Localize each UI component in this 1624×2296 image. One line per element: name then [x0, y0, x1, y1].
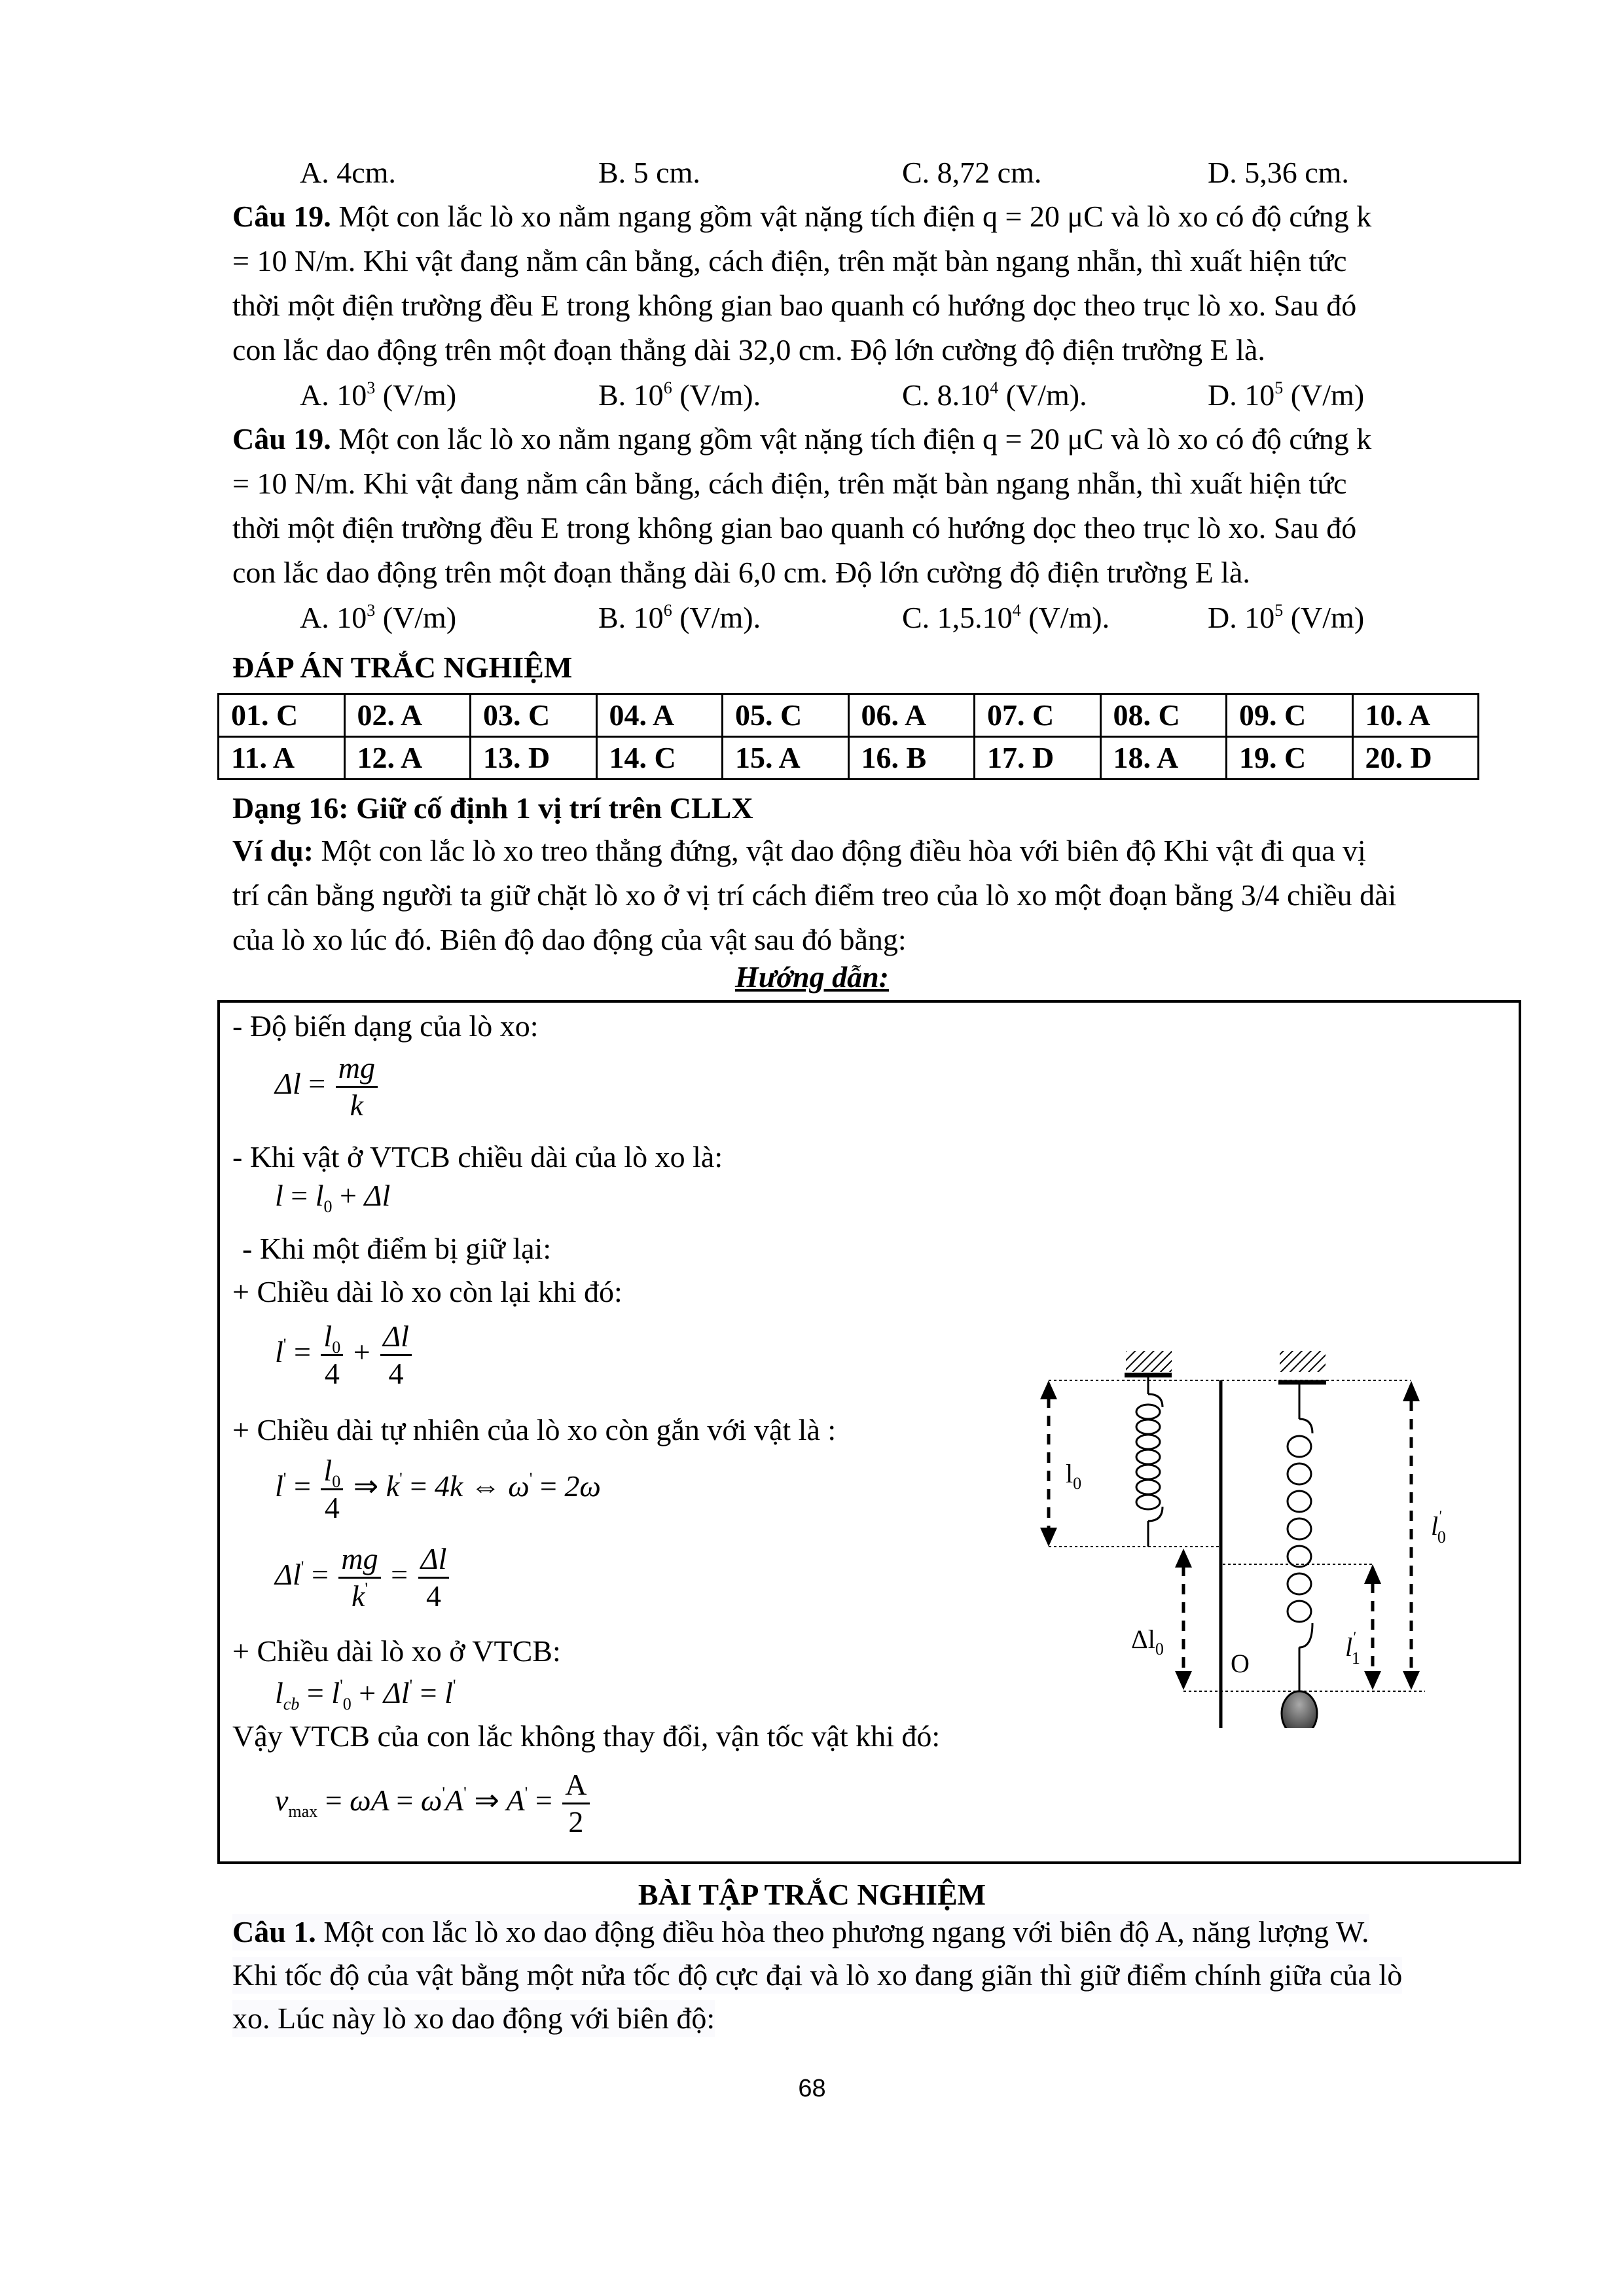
label-origin-O: O: [1231, 1649, 1250, 1678]
ceiling-support-left: [1126, 1351, 1172, 1372]
answer-key-title: ĐÁP ÁN TRẮC NGHIỆM: [232, 651, 573, 684]
answer-cell: 11. A: [219, 737, 345, 780]
solution-text-3: - Khi một điểm bị giữ lại:: [242, 1232, 552, 1265]
dimension-arrow-delta-l0: [1175, 1549, 1192, 1690]
question-19a-line-2: = 10 N/m. Khi vật đang nằm cân bằng, cách điện, trên mặt bàn ngang nhẵn, thì xuất hiện tức: [232, 244, 1347, 278]
question-19b-line-1: Câu 19. Một con lắc lò xo nằm ngang gồm vật nặng tích điện q = 20 μC và lò xo có độ cứng k: [232, 422, 1372, 456]
answer-cell: 06. A: [848, 694, 975, 737]
question-19b-line-4: con lắc dao động trên một đoạn thẳng dài 6,0 cm. Độ lớn cường độ điện trường E là.: [232, 556, 1250, 589]
example-line-1: Ví dụ: Một con lắc lò xo treo thẳng đứng, vật dao động điều hòa với biên độ Khi vật đi qua vị: [232, 834, 1366, 867]
answer-cell: 12. A: [344, 737, 471, 780]
answer-cell: 20. D: [1352, 737, 1479, 780]
example-line-2: trí cân bằng người ta giữ chặt lò xo ở vị trí cách điểm treo của lò xo một đoạn bằng 3/4 chiều dài: [232, 878, 1397, 912]
exercises-title: BÀI TẬP TRẮC NGHIỆM: [638, 1878, 986, 1911]
equation-vmax: $v_{max} = \omega A = \omega'A'$ ⇒ A' = $\frac{A}{2}$: [275, 1767, 592, 1840]
dimension-arrow-l0-prime: [1403, 1381, 1420, 1690]
question-label: Câu 19.: [232, 200, 331, 233]
spring-diagram: [982, 1309, 1506, 1728]
answer-cell: 09. C: [1227, 694, 1353, 737]
prev-option-b: B. 5 cm.: [598, 156, 700, 189]
answer-key-table: [217, 693, 1479, 780]
answer-cell: 10. A: [1352, 694, 1479, 737]
table-row: [219, 737, 1479, 780]
spring-left: [1136, 1375, 1163, 1547]
q19b-option-a: A. $10^3$ (V/m): [300, 601, 457, 634]
answer-cell: 07. C: [975, 694, 1101, 737]
q19b-option-b: B. $10^6$ (V/m).: [598, 601, 761, 634]
exercise-q1-line-2: Khi tốc độ của vật bằng một nửa tốc độ cực đại và lò xo đang giãn thì giữ điểm chính giữa của lò: [232, 1957, 1402, 1994]
equation-l: $l = l_0 + \Delta l$: [275, 1179, 391, 1216]
equation-k-prime: l' = $\frac{l_0}{4}$ ⇒ k' = 4k ⇔ ω' = 2ω: [275, 1454, 601, 1524]
dimension-arrow-l1-prime: [1364, 1564, 1381, 1690]
equation-l-prime: l' = $\frac{l_0}{4}$ + $\frac{\Delta l}{4}$: [275, 1319, 414, 1391]
answer-cell: 19. C: [1227, 737, 1353, 780]
question-19a-line-3: thời một điện trường đều E trong không gian bao quanh có hướng dọc theo trục lò xo. Sau đó: [232, 289, 1357, 322]
answer-cell: 13. D: [471, 737, 597, 780]
answer-cell: 14. C: [596, 737, 723, 780]
q19a-option-a: A. $10^3$ (V/m): [300, 378, 457, 412]
answer-cell: 01. C: [219, 694, 345, 737]
example-label: Ví dụ:: [232, 834, 314, 867]
exercise-q1-line-1: Câu 1. Một con lắc lò xo dao động điều hòa theo phương ngang với biên độ A, năng lượng W.: [232, 1914, 1369, 1950]
solution-text-5: + Chiều dài tự nhiên của lò xo còn gắn với vật là :: [232, 1413, 837, 1446]
equation-delta-l: Δl = $\frac{mg}{k}$: [275, 1050, 380, 1123]
q19a-option-c: C. 8.10$^4$ (V/m).: [902, 378, 1087, 412]
answer-cell: 18. A: [1100, 737, 1227, 780]
solution-text-6: + Chiều dài lò xo ở VTCB:: [232, 1634, 561, 1668]
equation-lcb: $l_{cb} = l'_0 + \Delta l' = l'$: [275, 1676, 456, 1713]
prev-option-a: A. 4cm.: [300, 156, 396, 189]
label-l0-prime: l' 0: [1431, 1507, 1446, 1547]
prev-option-c: C. 8,72 cm.: [902, 156, 1042, 189]
question-19a-line-4: con lắc dao động trên một đoạn thẳng dài 32,0 cm. Độ lớn cường độ điện trường E là.: [232, 333, 1265, 367]
label-delta-l0: $\Delta l_0$: [1131, 1624, 1164, 1659]
solution-text-4: + Chiều dài lò xo còn lại khi đó:: [232, 1275, 623, 1308]
example-line-3: của lò xo lúc đó. Biên độ dao động của vật sau đó bằng:: [232, 923, 907, 956]
q19a-option-d: D. $10^5$ (V/m): [1208, 378, 1365, 412]
section-title: Dạng 16: Giữ cố định 1 vị trí trên CLLX: [232, 791, 753, 825]
spring-right: [1288, 1382, 1312, 1691]
answer-cell: 17. D: [975, 737, 1101, 780]
prev-option-d: D. 5,36 cm.: [1208, 156, 1349, 189]
exercise-q1-line-3: xo. Lúc này lò xo dao động với biên độ:: [232, 2000, 715, 2037]
dimension-arrow-l0: [1040, 1380, 1057, 1547]
answer-cell: 16. B: [848, 737, 975, 780]
label-l1-prime: l' 1: [1345, 1628, 1360, 1668]
equation-delta-l-prime: Δl' = $\frac{mg}{k'}$ = $\frac{\Delta l}{4}$: [275, 1541, 452, 1614]
label-l0: $l_0$: [1066, 1459, 1082, 1493]
solution-text-7: Vậy VTCB của con lắc không thay đổi, vận tốc vật khi đó:: [232, 1719, 941, 1753]
solution-text-2: - Khi vật ở VTCB chiều dài của lò xo là:: [232, 1140, 723, 1174]
mass-ball: [1282, 1691, 1317, 1728]
answer-cell: 04. A: [596, 694, 723, 737]
q19a-option-b: B. $10^6$ (V/m).: [598, 378, 761, 412]
question-19a-line-1: Câu 19. Một con lắc lò xo nằm ngang gồm vật nặng tích điện q = 20 μC và lò xo có độ cứng k: [232, 200, 1372, 233]
answer-cell: 15. A: [723, 737, 849, 780]
q19b-option-c: C. 1,5.10$^4$ (V/m).: [902, 601, 1110, 634]
question-19b-line-2: = 10 N/m. Khi vật đang nằm cân bằng, cách điện, trên mặt bàn ngang nhẵn, thì xuất hiện tức: [232, 467, 1347, 500]
answer-cell: 03. C: [471, 694, 597, 737]
answer-cell: 05. C: [723, 694, 849, 737]
question-19b-line-3: thời một điện trường đều E trong không gian bao quanh có hướng dọc theo trục lò xo. Sau đó: [232, 511, 1357, 545]
answer-cell: 08. C: [1100, 694, 1227, 737]
q19b-option-d: D. $10^5$ (V/m): [1208, 601, 1365, 634]
solution-text-1: - Độ biến dạng của lò xo:: [232, 1009, 539, 1043]
question-label: Câu 19.: [232, 422, 331, 456]
guide-title: Hướng dẫn:: [734, 960, 889, 994]
page-number: 68: [798, 2075, 826, 2102]
question-label: Câu 1.: [232, 1915, 316, 1948]
answer-cell: 02. A: [344, 694, 471, 737]
table-row: [219, 694, 1479, 737]
ceiling-support-right: [1280, 1351, 1326, 1372]
